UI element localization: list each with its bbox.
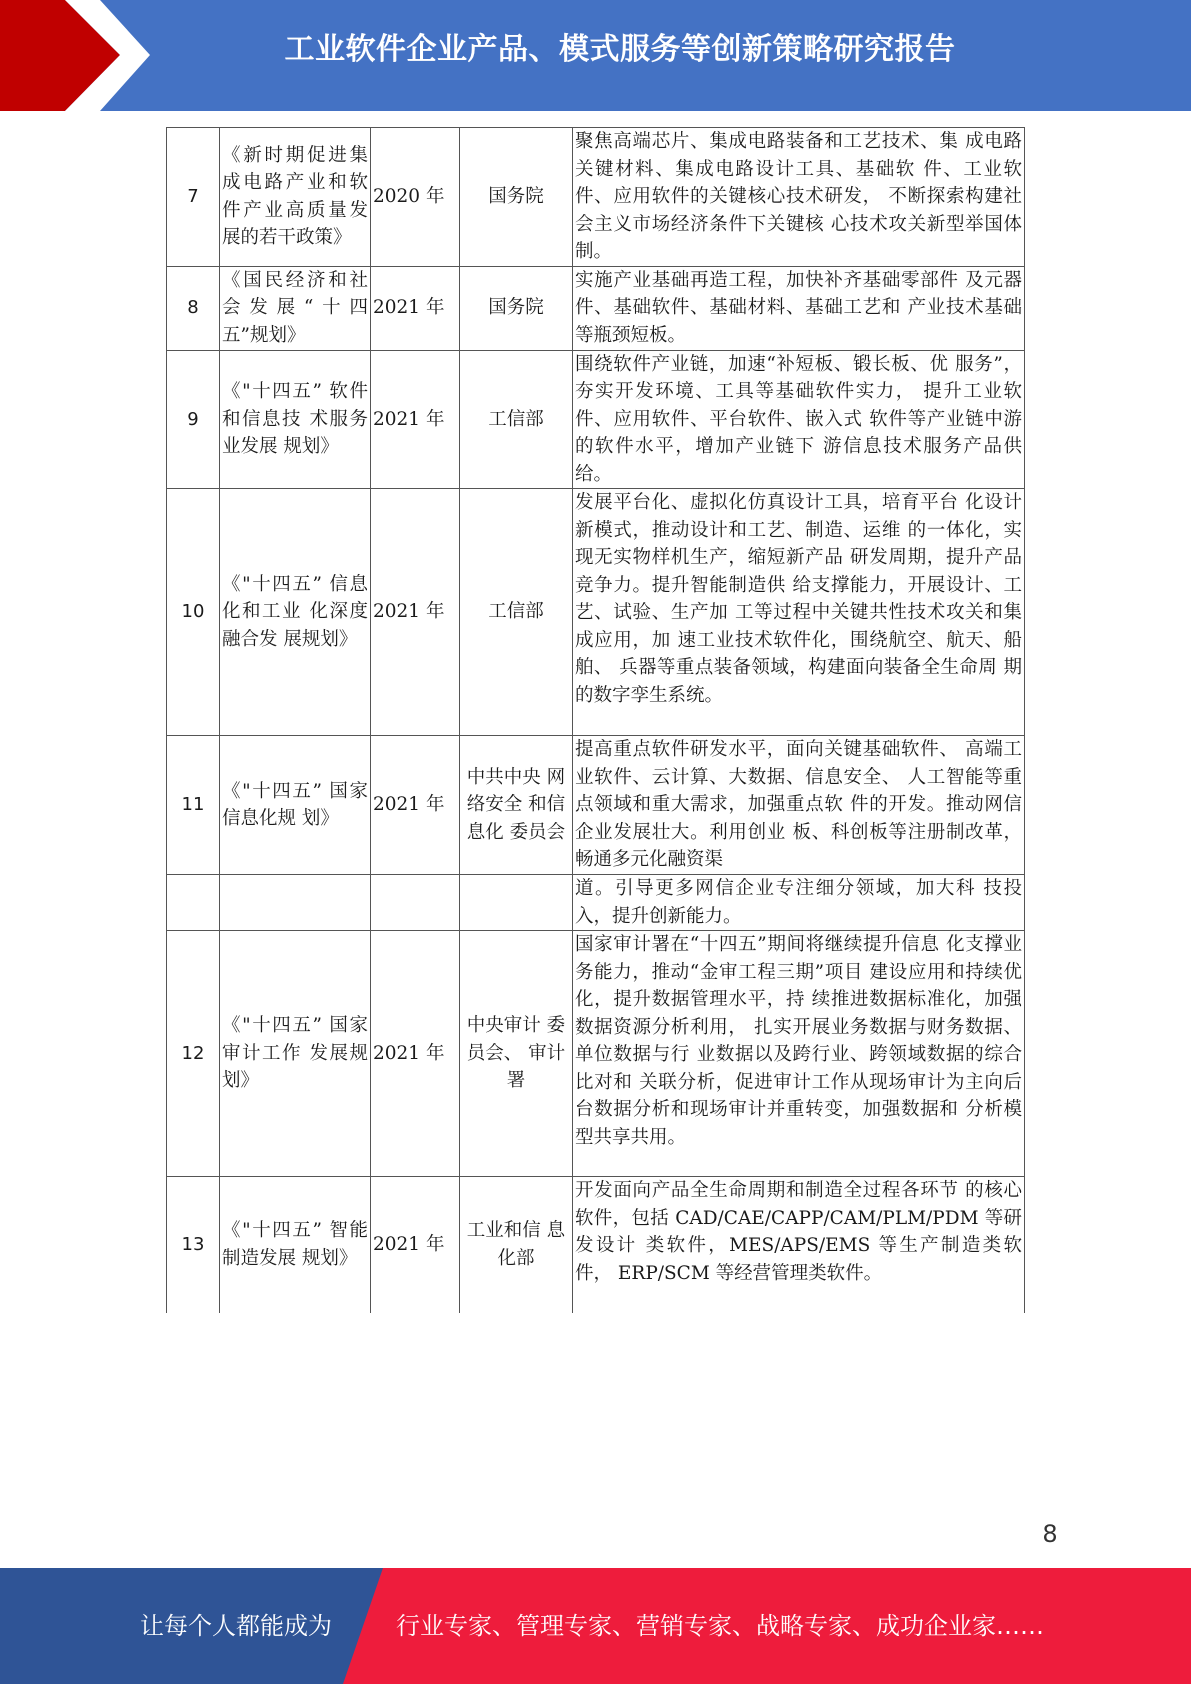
table-row <box>167 489 1025 736</box>
report-title: 工业软件企业产品、模式服务等创新策略研究报告 <box>284 32 956 67</box>
policy-name: 《"十四五” 国家审计工作 发展规划》 <box>220 931 371 1177</box>
issuing-department: 工信部 <box>460 350 573 489</box>
issue-year <box>371 875 460 931</box>
policy-description: 实施产业基础再造工程，加快补齐基础零部件 及元器件、基础软件、基础材料、基础工艺和 产业技术基础等瓶颈短板。 <box>573 266 1025 350</box>
table-row <box>167 931 1025 1177</box>
row-number: 10 <box>167 489 220 736</box>
policy-description: 开发面向产品全生命周期和制造全过程各环节 的核心软件，包括 CAD/CAE/CAPP/CAM/PLM/PDM 等研发设计 类软件，MES/APS/EMS 等生产制造类软件， ERP/SCM 等经营管理类软件。 <box>573 1177 1025 1313</box>
row-number: 12 <box>167 931 220 1177</box>
issuing-department: 国务院 <box>460 128 573 267</box>
row-number: 8 <box>167 266 220 350</box>
policy-description: 提高重点软件研发水平，面向关键基础软件、 高端工业软件、云计算、大数据、信息安全、 人工智能等重点领域和重大需求，加强重点软 件的开发。推动网信企业发展壮大。利用创业 板、科创板等注册制改革，畅通多元化融资渠 <box>573 736 1025 875</box>
row-number <box>167 875 220 931</box>
issue-year: 2021 年 <box>371 489 460 736</box>
row-number: 9 <box>167 350 220 489</box>
header-chevron-decoration <box>0 0 150 111</box>
policy-name: 《"十四五” 信息化和工业 化深度融合发 展规划》 <box>220 489 371 736</box>
policy-name: 《国民经济和社会发展“十四五”规划》 <box>220 266 371 350</box>
issue-year: 2021 年 <box>371 931 460 1177</box>
issuing-department: 工业和信 息化部 <box>460 1177 573 1313</box>
table-row <box>167 266 1025 350</box>
page-header <box>0 0 1191 111</box>
issue-year: 2021 年 <box>371 266 460 350</box>
policy-description: 发展平台化、虚拟化仿真设计工具，培育平台 化设计新模式，推动设计和工艺、制造、运维 的一体化，实现无实物样机生产，缩短新产品 研发周期，提升产品竞争力。提升智能制造供 给支撑能力，开展设计、工艺、试验、生产加 工等过程中关键共性技术攻关和集成应用，加 速工业技术软件化，围绕航空、航天、船舶、 兵器等重点装备领域，构建面向装备全生命周 期的数字孪生系统。 <box>573 489 1025 736</box>
issue-year: 2021 年 <box>371 350 460 489</box>
policy-name: 《新时期促进集成电路产业和软件产业高质量发展的若干政策》 <box>220 128 371 267</box>
issue-year: 2021 年 <box>371 1177 460 1313</box>
table-row <box>167 736 1025 875</box>
policy-name <box>220 875 371 931</box>
table-row <box>167 128 1025 267</box>
policy-description: 道。引导更多网信企业专注细分领域，加大科 技投入，提升创新能力。 <box>573 875 1025 931</box>
policy-name: 《"十四五” 智能制造发展 规划》 <box>220 1177 371 1313</box>
policy-name: 《"十四五” 软件和信息技 术服务业发展 规划》 <box>220 350 371 489</box>
page-number: 8 <box>1042 1520 1058 1548</box>
issue-year: 2020 年 <box>371 128 460 267</box>
table-row <box>167 1177 1025 1313</box>
row-number: 11 <box>167 736 220 875</box>
policy-name: 《"十四五” 国家信息化规 划》 <box>220 736 371 875</box>
footer-slogan-right: 行业专家、管理专家、营销专家、战略专家、成功企业家…… <box>396 1612 1044 1640</box>
issuing-department: 工信部 <box>460 489 573 736</box>
issue-year: 2021 年 <box>371 736 460 875</box>
row-number: 13 <box>167 1177 220 1313</box>
footer-slogan-left: 让每个人都能成为 <box>140 1612 332 1640</box>
page-footer <box>0 1568 1191 1684</box>
table-row <box>167 350 1025 489</box>
policy-description: 聚焦高端芯片、集成电路装备和工艺技术、集 成电路关键材料、集成电路设计工具、基础软 件、工业软件、应用软件的关键核心技术研发， 不断探索构建社会主义市场经济条件下关键核 心技术攻关新型举国体制。 <box>573 128 1025 267</box>
row-number: 7 <box>167 128 220 267</box>
issuing-department: 中央审计 委员会、 审计署 <box>460 931 573 1177</box>
policy-table <box>166 127 1025 1313</box>
table-row <box>167 875 1025 931</box>
issuing-department: 国务院 <box>460 266 573 350</box>
policy-description: 围绕软件产业链，加速“补短板、锻长板、优 服务”，夯实开发环境、工具等基础软件实力， 提升工业软件、应用软件、平台软件、嵌入式 软件等产业链中游的软件水平，增加产业链下 游信息技术服务产品供给。 <box>573 350 1025 489</box>
policy-description: 国家审计署在“十四五”期间将继续提升信息 化支撑业务能力，推动“金审工程三期”项目 建设应用和持续优化，提升数据管理水平，持 续推进数据标准化，加强数据资源分析利用， 扎实开展业务数据与财务数据、单位数据与行 业数据以及跨行业、跨领域数据的综合比对和 关联分析，促进审计工作从现场审计为主向后 台数据分析和现场审计并重转变，加强数据和 分析模型共享共用。 <box>573 931 1025 1177</box>
issuing-department: 中共中央 网络安全 和信息化 委员会 <box>460 736 573 875</box>
issuing-department <box>460 875 573 931</box>
